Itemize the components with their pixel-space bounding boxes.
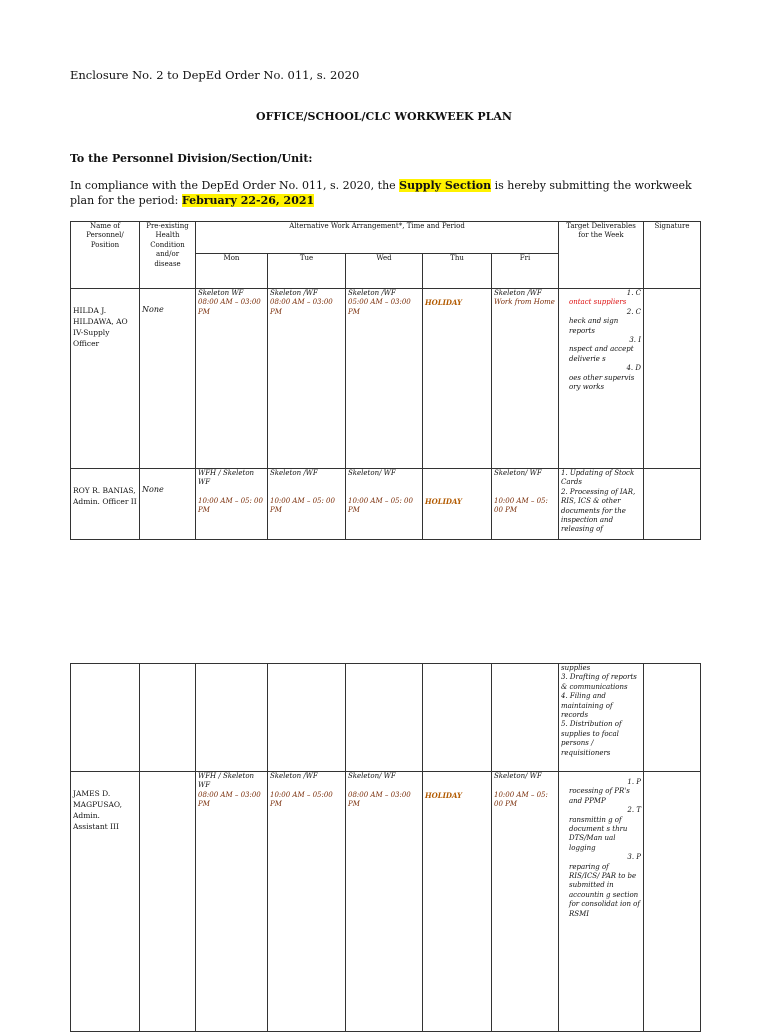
header-day-thu: Thu	[423, 254, 492, 289]
arrangement: Skeleton /WF	[270, 289, 318, 297]
arrangement: WFH / Skeleton WF	[198, 469, 255, 487]
deliverable: 2. T	[627, 806, 641, 815]
arrangement: Skeleton/ WF	[348, 772, 396, 780]
page-title: OFFICE/SCHOOL/CLC WORKWEEK PLAN	[256, 110, 512, 123]
tue-cell	[268, 772, 346, 1032]
time-period: 10:00 AM – 05: 00 PM	[198, 497, 263, 515]
arrangement: Skeleton /WF	[270, 772, 318, 780]
paragraph-text-b: is hereby submitting the workweek plan for the period:	[70, 179, 692, 207]
time-period: 08:00 AM – 03:00 PM	[198, 298, 261, 316]
signature-cell	[644, 772, 701, 1032]
arrangement: Skeleton/ WF	[494, 772, 542, 780]
tue-cell	[268, 289, 346, 469]
time-period: 08:00 AM – 03:00 PM	[348, 790, 411, 809]
thu-cell	[423, 772, 492, 1032]
header-awa: Alternative Work Arrangement*, Time and Period	[196, 222, 559, 254]
personnel-name: ROY R. BANIAS, Admin. Officer II	[71, 469, 140, 540]
deliverables-cell	[559, 772, 644, 1032]
fri-cell	[492, 289, 559, 469]
arrangement: Skeleton/ WF	[348, 469, 396, 477]
time-period: 10:00 AM – 05: 00 PM	[270, 497, 335, 515]
deliverable: supplies	[561, 664, 591, 672]
deliverable: nspect and accept deliverie s	[569, 345, 634, 363]
deliverables-cell	[559, 664, 644, 772]
table-row	[71, 772, 701, 1032]
header-name: Name of Personnel/ Position	[71, 222, 140, 289]
arrangement: Skeleton /WF	[270, 469, 318, 477]
holiday-label: HOLIDAY	[425, 497, 463, 506]
deliverable: 2. C	[626, 307, 641, 316]
header-day-tue: Tue	[268, 254, 346, 289]
tue-cell	[268, 664, 346, 772]
personnel-name: HILDA J. HILDAWA, AO IV-Supply Officer	[71, 289, 140, 469]
wed-cell	[346, 469, 423, 540]
deliverable: rocessing of PR's and PPMP	[569, 787, 630, 805]
time-period: 10:00 AM – 05:00 PM	[270, 790, 333, 809]
arrangement	[425, 469, 489, 497]
header-health: Pre-existing Health Condition and/or disease	[140, 222, 196, 289]
header-target: Target Deliverables for the Week	[559, 222, 644, 289]
deliverables-cell	[559, 289, 644, 469]
time-period: 08:00 AM – 03:00 PM	[198, 790, 261, 809]
header-day-fri: Fri	[492, 254, 559, 289]
period-highlight: February 22-26, 2021	[181, 194, 315, 207]
workweek-table	[70, 221, 701, 540]
header-day-wed: Wed	[346, 254, 423, 289]
addressee-line: To the Personnel Division/Section/Unit:	[70, 152, 313, 165]
deliverable: 4. Filing and maintaining of records	[561, 692, 613, 720]
health-condition: None	[140, 289, 196, 469]
workweek-table-continued	[70, 663, 701, 1032]
tue-cell	[268, 469, 346, 540]
signature-cell	[644, 469, 701, 540]
time-period: 05:00 AM – 03:00 PM	[348, 298, 411, 316]
deliverable: 3. Drafting of reports & communications	[561, 673, 637, 691]
section-highlight: Supply Section	[399, 179, 492, 192]
deliverable: 1. P	[627, 778, 641, 786]
thu-cell	[423, 289, 492, 469]
arrangement	[425, 772, 489, 791]
header-day-mon: Mon	[196, 254, 268, 289]
arrangement	[425, 289, 489, 298]
mon-cell	[196, 664, 268, 772]
table-row	[71, 664, 701, 772]
wed-cell	[346, 664, 423, 772]
deliverable: 1. C	[626, 289, 641, 297]
time-period: 10:00 AM – 05: 00 PM	[494, 790, 548, 809]
deliverable: reparing of RIS/ICS/ PAR to be submitted in accountin g section for consolidat ion of RSMI	[569, 862, 640, 918]
thu-cell	[423, 664, 492, 772]
deliverable: heck and sign reports	[569, 317, 619, 335]
time-period: 10:00 AM – 05: 00 PM	[494, 497, 548, 515]
arrangement: Skeleton /WF	[494, 289, 542, 297]
time-period: Work from Home	[494, 298, 555, 307]
enclosure-line: Enclosure No. 2 to DepEd Order No. 011, s. 2020	[70, 68, 360, 82]
deliverable: 3. P	[627, 853, 641, 862]
personnel-name	[71, 664, 140, 772]
wed-cell	[346, 289, 423, 469]
fri-cell	[492, 469, 559, 540]
mon-cell	[196, 469, 268, 540]
deliverable: oes other supervis ory works	[569, 373, 635, 392]
thu-cell	[423, 469, 492, 540]
deliverable: 4. D	[626, 364, 641, 373]
fri-cell	[492, 772, 559, 1032]
mon-cell	[196, 772, 268, 1032]
fri-cell	[492, 664, 559, 772]
wed-cell	[346, 772, 423, 1032]
table-row	[71, 469, 701, 540]
deliverable: 2. Processing of IAR, RIS, ICS & other documents for the inspection and releasing of	[561, 487, 636, 534]
health-condition: None	[140, 469, 196, 540]
personnel-name: JAMES D. MAGPUSAO, Admin. Assistant III	[71, 772, 140, 1032]
arrangement: Skeleton/ WF	[494, 469, 542, 477]
time-period: 08:00 AM – 03:00 PM	[270, 298, 333, 316]
holiday-label: HOLIDAY	[425, 298, 463, 308]
deliverable: 5. Distribution of supplies to focal persons / requisitioners	[561, 720, 622, 757]
arrangement: WFH / Skeleton WF	[198, 772, 255, 790]
arrangement: Skeleton WF	[198, 289, 244, 297]
health-condition	[140, 664, 196, 772]
signature-cell	[644, 289, 701, 469]
header-signature: Signature	[644, 222, 701, 289]
mon-cell	[196, 289, 268, 469]
paragraph-text-a: In compliance with the DepEd Order No. 011, s. 2020, the	[70, 179, 400, 192]
deliverable: ransmittin g of document s thru DTS/Man ual logging	[569, 815, 628, 852]
holiday-label: HOLIDAY	[425, 790, 463, 800]
table-row	[71, 289, 701, 469]
compliance-paragraph	[70, 178, 700, 208]
deliverables-cell	[559, 469, 644, 540]
signature-cell	[644, 664, 701, 772]
deliverable: 1. Updating of Stock Cards	[561, 469, 635, 487]
arrangement: Skeleton /WF	[348, 289, 396, 297]
deliverable: ontact suppliers	[569, 298, 627, 307]
health-condition	[140, 772, 196, 1032]
time-period: 10:00 AM – 05: 00 PM	[348, 497, 413, 515]
deliverable: 3. I	[629, 336, 641, 345]
